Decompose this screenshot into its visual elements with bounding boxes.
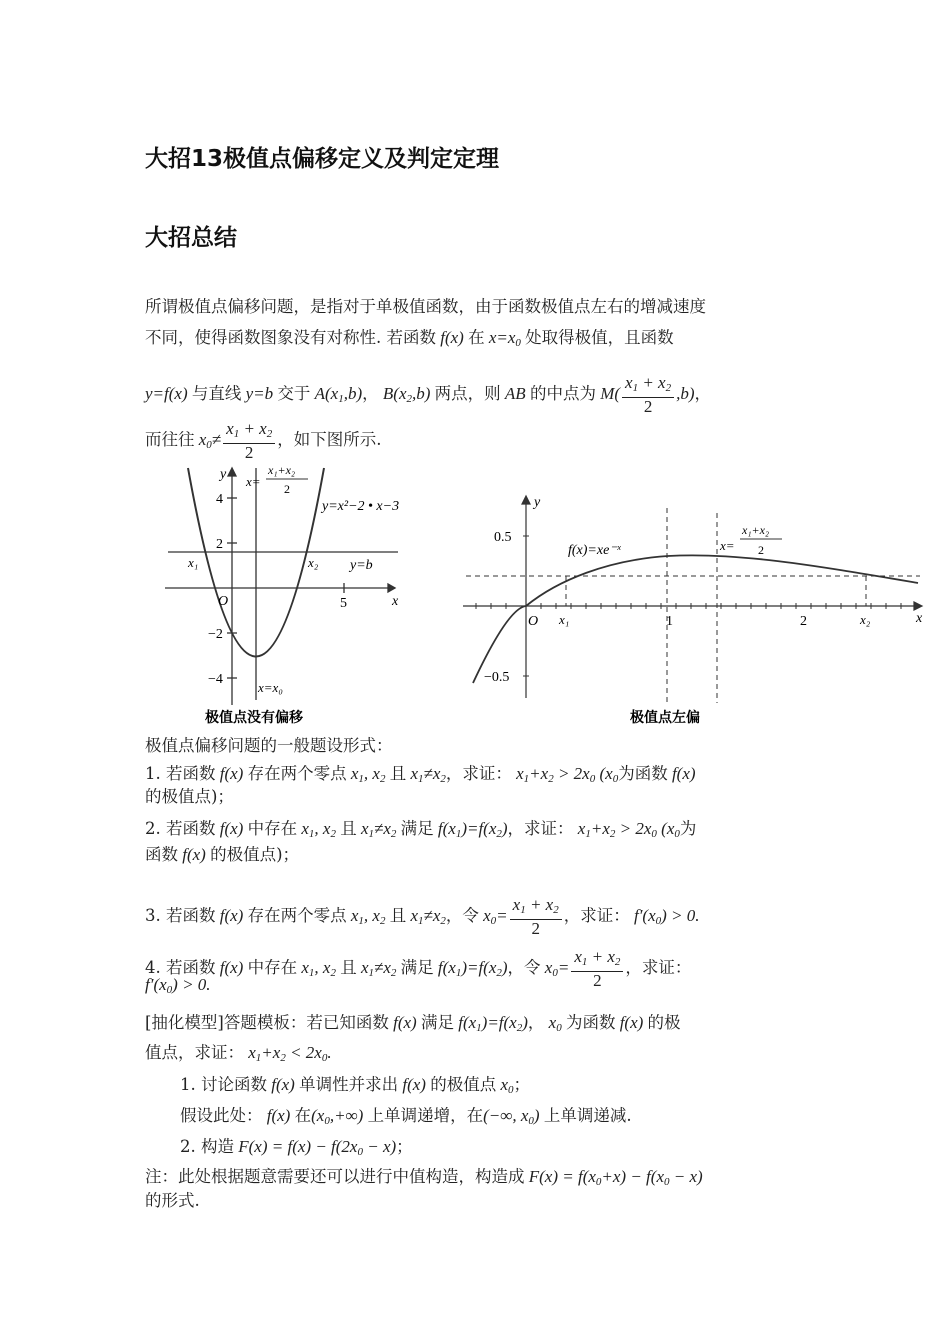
tick-y-neg2: −2 — [208, 627, 223, 642]
note-line-1: 注：此处根据题意需要还可以进行中值构造，构造成 $F(x) = f(x_0+x) - f(x_0 - x)$ — [145, 1167, 703, 1188]
figure-right-caption: 极值点左偏 — [630, 710, 700, 726]
step-1-assume: 假设此处： f(x) 在$(x_0,+\infty)$ 上单调递增，在(−∞, $x_0$) 上单调递减. — [180, 1106, 632, 1127]
x2-label: x₂ — [860, 612, 871, 627]
x2-label: x₂ — [308, 555, 319, 570]
frac-num: x₁+x₂ — [268, 463, 296, 477]
intro-line-1: 所谓极值点偏移问题，是指对于单极值函数，由于函数极值点左右的增减速度 — [145, 297, 706, 316]
tick-y-2: 2 — [216, 537, 223, 552]
axis-line-label: x= — [246, 474, 261, 489]
x-axis-label: x — [916, 611, 923, 626]
note-line-2: 的形式. — [145, 1191, 200, 1210]
x-axis-label: x — [392, 594, 399, 609]
frac-num: x₁+x₂ — [742, 523, 770, 537]
form-3: 3. 若函数 f(x) 存在两个零点 $x_1$, $x_2$ 且 $x_1\ne x_2$，令 $x_0=$ $\frac{x_1 + x_2}{2}$ ，求证： $f'(x_0) > 0$. — [145, 895, 700, 938]
y-axis-label: y — [534, 495, 541, 510]
section-title: 大招总结 — [145, 225, 237, 251]
tick-y-4: 4 — [216, 492, 223, 507]
form-2-line-2: 函数 f(x) 的极值点)； — [145, 845, 300, 864]
step-2: 2. 构造 $F(x) = f(x) - f(2x_0 - x)$； — [180, 1137, 413, 1158]
form-4-line-2: $f'(x_0) > 0$. — [145, 975, 211, 996]
x1-label: x₁ — [559, 612, 570, 627]
frac-den: 2 — [758, 543, 764, 557]
frac-den: 2 — [284, 482, 290, 496]
tick-y-neg05: −0.5 — [484, 670, 510, 685]
x-axis-arrow — [388, 584, 395, 592]
intro-line-4: 而往往 $x_0\ne$ $\frac{x_1 + x_2}{2}$ ，如下图所示. — [145, 419, 382, 462]
form-1-line-1: 1. 若函数 f(x) 存在两个零点 $x_1$, $x_2$ 且 $x_1\ne x_2$，求证： $x_1+x_2 > 2x_0$ ($x_0$为函数 f(x) — [145, 764, 696, 785]
tick-x-2: 2 — [800, 614, 807, 629]
x0-label: x=x₀ — [258, 680, 283, 695]
y-axis-arrow — [228, 468, 236, 476]
xe-curve — [473, 555, 918, 683]
template-line-2: 值点，求证： $x_1+x_2 < 2x_0$. — [145, 1043, 332, 1064]
template-line-1: [抽化模型]答题模板：若已知函数 f(x) 满足 $f(x_1)=f(x_2)$， $x_0$ 为函数 f(x) 的极 — [145, 1013, 681, 1034]
axis-line-label: x= — [720, 538, 735, 553]
tick-x-1: 1 — [666, 614, 673, 629]
form-4-line-1: 4. 若函数 f(x) 中存在 $x_1$, $x_2$ 且 $x_1\ne x_2$ 满足 $f(x_1)=f(x_2)$，令 $x_0=$ $\frac{x_1 + x_2}{2}$ ，求证： — [145, 947, 692, 990]
intro-line-3: y=f(x) 与直线 y=b 交于 $A(x_1,b)$， $B(x_2,b)$ 两点，则 AB 的中点为 M( $\frac{x_1 + x_2}{2}$ ,b)， — [145, 373, 712, 416]
figure-left-caption: 极值点没有偏移 — [205, 710, 303, 726]
line-b-label: y=b — [350, 558, 373, 573]
intro-line-2: 不同，使得函数图象没有对称性. 若函数 f(x) 在 $x=x_0$ 处取得极值，且函数 — [145, 328, 674, 349]
origin-label: O — [218, 594, 229, 609]
tick-y-neg4: −4 — [208, 672, 223, 687]
curve-label: y=x²−2 • x−3 — [322, 499, 400, 514]
step-1: 1. 讨论函数 f(x) 单调性并求出 f(x) 的极值点 $x_0$； — [180, 1075, 530, 1096]
page-title: 大招13极值点偏移定义及判定定理 — [145, 146, 500, 172]
form-1-line-2: 的极值点)； — [145, 787, 234, 806]
figure-left — [160, 460, 430, 730]
forms-heading: 极值点偏移问题的一般题设形式： — [145, 736, 393, 755]
figure-right — [458, 488, 928, 733]
form-2-line-1: 2. 若函数 f(x) 中存在 $x_1$, $x_2$ 且 $x_1\ne x_2$ 满足 $f(x_1)=f(x_2)$，求证： $x_1+x_2 > 2x_0$ ($x_0$为 — [145, 819, 697, 840]
curve-label: f(x)=xe⁻ˣ — [568, 543, 621, 558]
y-axis-label: y — [220, 467, 227, 482]
tick-y-05: 0.5 — [494, 530, 512, 545]
x1-label: x₁ — [188, 555, 199, 570]
tick-x-5: 5 — [340, 596, 347, 611]
origin-label: O — [528, 614, 539, 629]
